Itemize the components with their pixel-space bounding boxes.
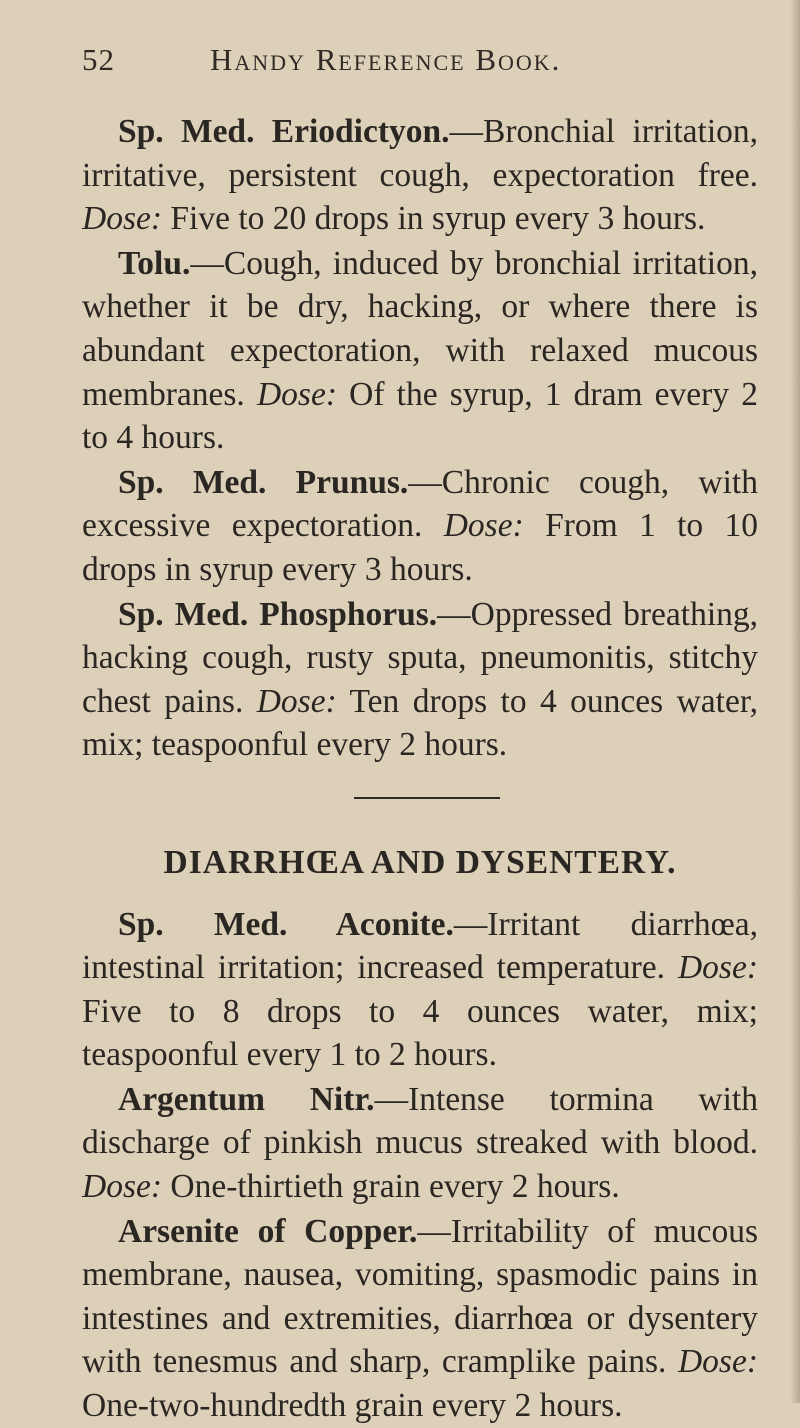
- dose-label: Dose:: [677, 1343, 758, 1381]
- remedy-indications: —Chronic cough, with excessive expectoration.: [82, 463, 758, 545]
- remedy-entry: [82, 593, 758, 767]
- page-content: [82, 110, 758, 1428]
- remedy-entry: [82, 242, 758, 460]
- remedy-indications: —Irritant diarrhœa, intestinal irritation; increased temperature.: [82, 905, 759, 987]
- dose-label: Dose:: [443, 507, 524, 545]
- remedy-entry: [82, 110, 758, 241]
- remedy-indications: —Intense tormina with discharge of pinkish mucus streaked with blood.: [82, 1080, 758, 1162]
- remedy-name: Tolu.: [118, 244, 191, 282]
- dose-text: Ten drops to 4 ounces water, mix; teaspoonful every 2 hours.: [82, 682, 759, 764]
- remedy-name: Argentum Nitr.: [118, 1080, 375, 1118]
- section-heading: DIARRHŒA AND DYSENTERY.: [163, 843, 677, 881]
- page-edge-shadow: [790, 0, 800, 1403]
- remedy-name: Sp. Med. Phosphorus.: [118, 595, 438, 633]
- dose-text: From 1 to 10 drops in syrup every 3 hours.: [82, 507, 758, 588]
- dose-text: Five to 8 drops to 4 ounces water, mix; teaspoonful every 1 to 2 hours.: [82, 992, 758, 1074]
- remedy-indications: —Irritability of mucous membrane, nausea, vomiting, spasmodic pains in intestines and extremities, diarrhœa or dysentery with tenesmus and sharp, cramplike pains.: [82, 1212, 758, 1381]
- remedy-entry: [82, 461, 758, 592]
- dose-text: Of the syrup, 1 dram every 2 to 4 hours.: [82, 375, 758, 457]
- remedy-entry: [82, 1210, 758, 1428]
- entries-bottom: [82, 903, 758, 1428]
- page-number: 52: [82, 42, 115, 77]
- section-divider: [354, 797, 500, 799]
- remedy-name: Sp. Med. Aconite.: [118, 905, 454, 943]
- remedy-name: Sp. Med. Prunus.: [118, 463, 409, 501]
- remedy-name: Arsenite of Copper.: [118, 1212, 418, 1250]
- entries-top: [82, 110, 758, 767]
- dose-label: Dose:: [256, 682, 337, 720]
- remedy-indications: —Cough, induced by bronchial irritation, whether it be dry, hacking, or where there is abundant expectoration, with relaxed mucous membranes.: [82, 244, 758, 413]
- dose-label: Dose:: [82, 1168, 163, 1206]
- running-head: [82, 42, 758, 90]
- remedy-indications: —Oppressed breathing, hacking cough, rusty sputa, pneumonitis, stitchy chest pains.: [82, 595, 759, 720]
- dose-label: Dose:: [256, 375, 337, 413]
- dose-label: Dose:: [82, 200, 163, 238]
- remedy-name: Sp. Med. Eriodictyon.: [118, 113, 450, 150]
- dose-text: One-two-hundredth grain every 2 hours.: [82, 1387, 623, 1425]
- dose-text: One-thirtieth grain every 2 hours.: [162, 1168, 620, 1206]
- dose-label: Dose:: [677, 949, 758, 987]
- dose-text: Five to 20 drops in syrup every 3 hours.: [162, 200, 706, 238]
- remedy-indications: —Bronchial irritation, irritative, persistent cough, expectoration free.: [82, 113, 759, 194]
- running-title: Handy Reference Book.: [210, 42, 562, 77]
- remedy-entry: [82, 1078, 758, 1209]
- remedy-entry: [82, 903, 758, 1077]
